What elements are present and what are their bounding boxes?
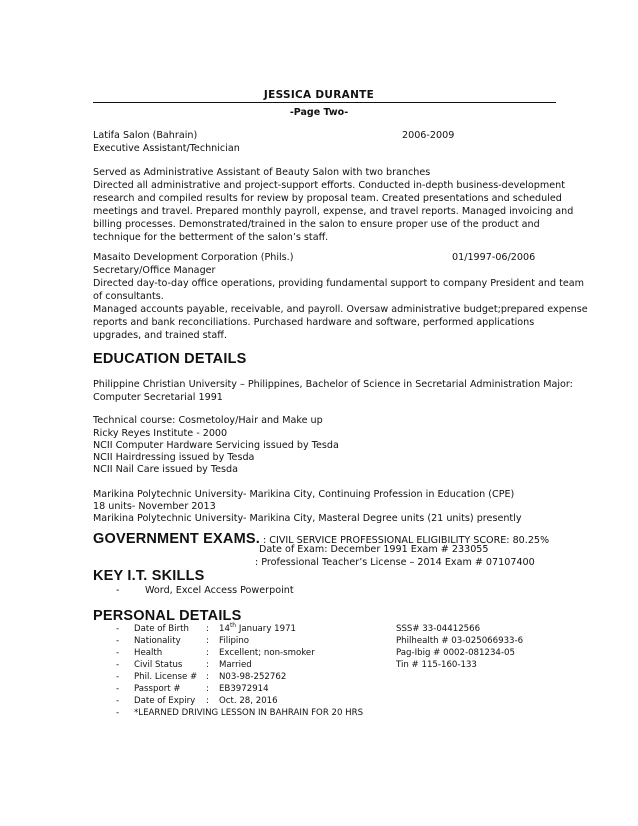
government-exam-2: : Professional Teacher’s License – 2014 Exam # 07107400 (255, 557, 535, 568)
resume-name: JESSICA DURANTE (263, 89, 375, 101)
personal-bullet: - (116, 624, 120, 634)
personal-value (219, 624, 296, 634)
education-technical-line: Technical course: Cosmetoloy/Hair and Make up (93, 415, 323, 426)
personal-separator: : (206, 648, 209, 658)
personal-heading: PERSONAL DETAILS (93, 608, 242, 624)
personal-label: Date of Expiry (134, 696, 196, 706)
personal-value (219, 636, 249, 646)
personal-value (219, 648, 315, 658)
personal-separator: : (206, 684, 209, 694)
job-1-title: Executive Assistant/Technician (93, 143, 240, 154)
header-rule (93, 102, 556, 103)
job-1-line: technique for the betterment of the salon’s staff. (93, 232, 329, 243)
personal-bullet: - (116, 636, 120, 646)
job-2-company: Masaito Development Corporation (Phils.) (93, 252, 294, 263)
personal-separator: : (206, 672, 209, 682)
education-technical-line: NCII Computer Hardware Servicing issued by Tesda (93, 440, 339, 451)
personal-label: Civil Status (134, 660, 183, 670)
personal-value-text: EB3972914 (219, 684, 269, 694)
personal-separator: : (206, 696, 209, 706)
personal-value-text: N03-98-252762 (219, 672, 287, 682)
personal-bullet: - (116, 648, 120, 658)
personal-separator: : (206, 624, 209, 634)
page-label: -Page Two- (289, 107, 349, 118)
skills-item: Word, Excel Access Powerpoint (145, 585, 294, 596)
job-1-line: billing processes. Demonstrated/trained in the salon to ensure proper use of the product and (93, 219, 540, 230)
job-2-line: reports and bank reconciliations. Purchased hardware and software, performed applications (93, 317, 535, 328)
personal-value-text: 14 (219, 624, 230, 634)
personal-separator: : (206, 636, 209, 646)
job-2-title: Secretary/Office Manager (93, 265, 216, 276)
government-exam-1: : CIVIL SERVICE PROFESSIONAL ELIGIBILITY SCORE: 80.25% (259, 535, 550, 546)
job-2-line: Managed accounts payable, receivable, and payroll. Oversaw administrative budget;prepared expense (93, 304, 588, 315)
education-continuing-line: Marikina Polytechnic University- Marikina City, Masteral Degree units (21 units) presently (93, 513, 522, 524)
personal-id-number: SSS# 33-04412566 (396, 624, 481, 634)
personal-label: Nationality (134, 636, 181, 646)
personal-id-number: Pag-Ibig # 0002-081234-05 (396, 648, 515, 658)
job-2-line: Directed day-to-day office operations, providing fundamental support to company President and team (93, 278, 585, 289)
education-heading: EDUCATION DETAILS (93, 351, 247, 367)
job-2-line: of consultants. (93, 291, 164, 302)
job-1-company: Latifa Salon (Bahrain) (93, 130, 198, 141)
personal-value (219, 672, 286, 682)
personal-label: Date of Birth (134, 624, 189, 634)
personal-bullet: - (116, 696, 120, 706)
personal-value (219, 696, 278, 706)
personal-note: *LEARNED DRIVING LESSON IN BAHRAIN FOR 20 HRS (134, 708, 364, 718)
personal-bullet: - (116, 684, 120, 694)
personal-value-text: Excellent; non-smoker (219, 648, 315, 658)
personal-id-number: Philhealth # 03-025066933-6 (396, 636, 524, 646)
education-technical-line: NCII Hairdressing issued by Tesda (93, 452, 255, 463)
personal-separator: : (206, 660, 209, 670)
personal-value-text: Oct. 28, 2016 (219, 696, 278, 706)
education-continuing-line: 18 units- November 2013 (93, 501, 216, 512)
skills-heading: KEY I.T. SKILLS (93, 568, 205, 584)
personal-note-bullet: - (116, 708, 120, 718)
job-1-line: meetings and travel. Prepared monthly payroll, expense, and travel reports. Managed invoicing and (93, 206, 574, 217)
personal-label: Phil. License # (134, 672, 198, 682)
personal-label: Passport # (134, 684, 181, 694)
personal-id-number: Tin # 115-160-133 (396, 660, 477, 670)
personal-value-sup: th (229, 622, 237, 630)
job-1-dates: 2006-2009 (402, 130, 455, 141)
job-1-line: Served as Administrative Assistant of Beauty Salon with two branches (93, 167, 431, 178)
government-exam-date: Date of Exam: December 1991 Exam # 233055 (259, 544, 489, 555)
education-technical-line: Ricky Reyes Institute - 2000 (93, 428, 228, 439)
job-2-dates: 01/1997-06/2006 (452, 252, 536, 263)
job-1-line: Directed all administrative and project-support efforts. Conducted in-depth business-development (93, 180, 565, 191)
personal-value (219, 684, 269, 694)
job-1-line: research and compiled results for review by proposal team. Created presentations and scheduled (93, 193, 562, 204)
personal-value-text: Filipino (219, 636, 250, 646)
education-degree-line: Computer Secretarial 1991 (93, 392, 223, 403)
personal-value-rest: January 1971 (236, 624, 297, 634)
personal-bullet: - (116, 660, 120, 670)
government-heading: GOVERNMENT EXAMS. (93, 531, 260, 547)
personal-value-text: Married (219, 660, 252, 670)
education-continuing-line: Marikina Polytechnic University- Marikina City, Continuing Profession in Education (CPE) (93, 489, 515, 500)
education-degree-line: Philippine Christian University – Philippines, Bachelor of Science in Secretarial Administration Major: (93, 379, 573, 390)
personal-bullet: - (116, 672, 120, 682)
personal-label: Health (134, 648, 163, 658)
personal-value (219, 660, 252, 670)
job-2-line: upgrades, and trained staff. (93, 330, 227, 341)
skills-bullet: - (116, 585, 120, 596)
education-technical-line: NCII Nail Care issued by Tesda (93, 464, 238, 475)
